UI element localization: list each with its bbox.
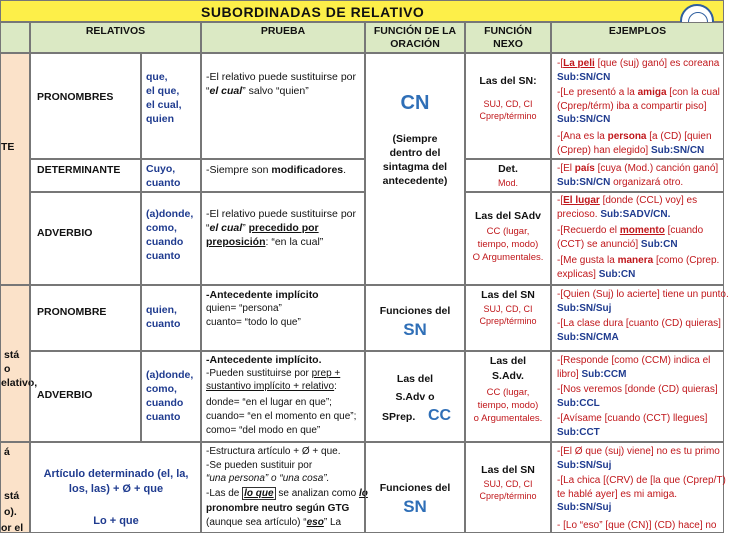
example-item: -[Avísame [cuando (CCT) llegues] Sub:CCT: [557, 413, 708, 438]
row4-category: PRONOMBRE: [30, 285, 141, 351]
example-item: -[El Ø que (suj) viene] no es tu primo Sub:SN/Suj: [557, 446, 720, 471]
example-item: -[La chica [(CRV) de [la que (Cprep/T) te hablé ayer] es mi amiga. Sub:SN/Suj: [557, 475, 726, 513]
left-margin-group3: á stá o). or el: [0, 442, 30, 533]
row2-examples: [551, 159, 724, 192]
col-header-relativos: RELATIVOS: [30, 22, 201, 53]
row6-function: Funciones del SN: [365, 442, 465, 533]
row4-nexo: Las del SN SUJ, CD, CI Cprep/término: [465, 285, 551, 351]
left-margin-group2: stá o elativo,: [0, 285, 30, 442]
row5-nexo: Las del S.Adv. CC (lugar, tiempo, modo) o Argumentales.: [465, 351, 551, 442]
row1-examples: [551, 53, 724, 159]
example-item: -[La clase dura [cuanto (CD) quieras] Sub:SN/CMA: [557, 318, 721, 343]
example-item: -[Ana es la persona [a (CD) [quien (Cprep) han elegido] Sub:SN/CN: [557, 131, 712, 156]
row4-forms: quien, cuanto: [141, 285, 201, 351]
row2-nexo: Det. Mod.: [465, 159, 551, 192]
example-item: -[Me gusta la manera [como (Cprep. explicas] Sub:CN: [557, 255, 720, 280]
example-item: -[Quien (Suj) lo acierte] tiene un punto. Sub:SN/Suj: [557, 289, 729, 314]
col-header-funcion-oracion: FUNCIÓN DE LA ORACIÓN: [365, 22, 465, 53]
header-left-stub: [0, 22, 30, 53]
left-margin-group1: TE: [0, 53, 30, 285]
row4-test: -Antecedente implícito quien= “persona” cuanto= “todo lo que”: [201, 285, 365, 351]
row3-test: -El relativo puede sustituirse por “el cual” precedido por preposición: “en la cual”: [201, 192, 365, 285]
row1-nexo: Las del SN: SUJ, CD, CI Cprep/término: [465, 53, 551, 159]
row5-test: -Antecedente implícito. -Pueden sustituirse por prep + sustantivo implícito + relativo: donde= “en el lugar en que”; cuando= “en el momento en que”; como= “del modo en que”: [201, 351, 365, 442]
example-item: -[Recuerdo el momento [cuando (CCT) se anunció] Sub:CN: [557, 225, 704, 250]
row3-nexo: Las del SAdv CC (lugar, tiempo, modo) O Argumentales.: [465, 192, 551, 285]
row1-test: -El relativo puede sustituirse por “el cual” salvo “quien”: [201, 53, 365, 159]
group1-function: CN (Siempre dentro del sintagma del antecedente): [365, 53, 465, 285]
title-bar: [0, 0, 724, 22]
row6-category: Artículo determinado (el, la, los, las) + Ø + que Lo + que: [30, 442, 201, 533]
col-header-ejemplos: EJEMPLOS: [551, 22, 724, 53]
row2-category: DETERMINANTE: [30, 159, 141, 192]
row5-examples: [551, 351, 724, 442]
example-item: - [Lo “eso” [que (CN)] (CD) hace] no: [557, 520, 717, 531]
row6-nexo: Las del SN SUJ, CD, CI Cprep/término: [465, 442, 551, 533]
col-header-funcion-nexo: FUNCIÓN NEXO: [465, 22, 551, 53]
example-item: -[El lugar [donde (CCL) voy] es precioso. Sub:SADV/CN.: [557, 195, 698, 220]
page-title: SUBORDINADAS DE RELATIVO: [201, 4, 425, 20]
row3-examples: [551, 192, 724, 285]
row3-forms: (a)donde, como, cuando cuanto: [141, 192, 201, 285]
col-header-prueba: PRUEBA: [201, 22, 365, 53]
row4-examples: [551, 285, 729, 351]
row2-forms: Cuyo, cuanto: [141, 159, 201, 192]
row6-examples: [551, 442, 724, 533]
row5-function: Las del S.Adv o SPrep. CC: [365, 351, 465, 442]
example-item: -[Le presentó a la amiga [con la cual (Cprep/térm) iba a compartir piso] Sub:SN/CN: [557, 87, 720, 125]
row3-category: ADVERBIO: [30, 192, 141, 285]
example-item: -[La peli [que (suj) ganó] es coreana Sub:SN/CN: [557, 58, 720, 83]
row2-test: -Siempre son modificadores.: [201, 159, 365, 192]
row5-forms: (a)donde, como, cuando cuanto: [141, 351, 201, 442]
row6-test: -Estructura artículo + Ø + que. -Se pueden sustituir por “una persona” o “una cosa”. -Las de lo que se analizan como lo pronombre neutro según GTG (aunque sea artículo) “eso” La: [201, 442, 365, 533]
row4-function: Funciones del SN: [365, 285, 465, 351]
row5-category: ADVERBIO: [30, 351, 141, 442]
example-item: -[El país [cuya (Mod.) canción ganó] Sub:SN/CN organizará otro.: [557, 163, 719, 188]
example-item: -[Nos veremos [donde (CD) quieras] Sub:CCL: [557, 384, 718, 409]
example-item: -[Responde [como (CCM) indica el libro] Sub:CCM: [557, 355, 711, 380]
row1-forms: que, el que, el cual, quien: [141, 53, 201, 159]
row1-category: PRONOMBRES: [30, 53, 141, 159]
